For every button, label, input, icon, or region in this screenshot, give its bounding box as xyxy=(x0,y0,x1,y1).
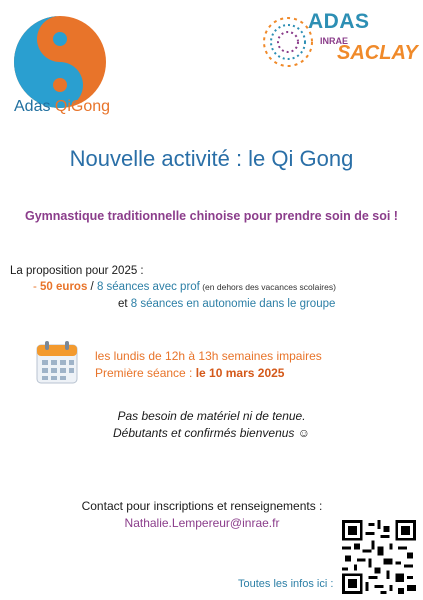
notes-block xyxy=(0,408,423,442)
qigong-brand-label: Adas QiGong xyxy=(14,98,111,115)
contact-email-link[interactable]: Nathalie.Lempereur@inrae.fr xyxy=(124,516,280,530)
schedule-line-1: les lundis de 12h à 13h semaines impaires xyxy=(95,349,322,363)
page-subtitle: Gymnastique traditionnelle chinoise pour prendre soin de soi ! xyxy=(25,209,398,223)
seances-autonomie-text: 8 séances en autonomie dans le groupe xyxy=(130,298,336,310)
contact-label: Contact pour inscriptions et renseignements : xyxy=(81,499,323,513)
seances-prof-text: 8 séances avec prof xyxy=(96,281,200,293)
infos-label: Toutes les infos ici : xyxy=(238,578,334,590)
price-text: 50 euros xyxy=(40,281,88,293)
qr-code[interactable] xyxy=(342,520,416,594)
adas-logo-text: ADAS xyxy=(308,10,370,33)
proposition-line-1: - 50 euros / 8 séances avec prof (en dehors des vacances scolaires) xyxy=(33,281,336,293)
saclay-logo-text: SACLAY xyxy=(337,42,418,64)
page-title: Nouvelle activité : le Qi Gong xyxy=(69,146,354,171)
first-session-date: le 10 mars 2025 xyxy=(195,366,285,380)
calendar-icon xyxy=(36,340,78,384)
schedule-line-2: Première séance : le 10 mars 2025 xyxy=(95,366,285,380)
proposition-line-2: et 8 séances en autonomie dans le groupe xyxy=(118,298,336,310)
proposition-intro: La proposition pour 2025 : xyxy=(10,265,144,277)
inrae-logo-text: INRAE xyxy=(320,36,349,46)
notes-line-2: Débutants et confirmés bienvenus ☺ xyxy=(112,426,311,440)
notes-line-1: Pas besoin de matériel ni de tenue. xyxy=(117,409,306,423)
schedule-block xyxy=(95,348,322,382)
seances-note-text: (en dehors des vacances scolaires) xyxy=(199,282,336,292)
